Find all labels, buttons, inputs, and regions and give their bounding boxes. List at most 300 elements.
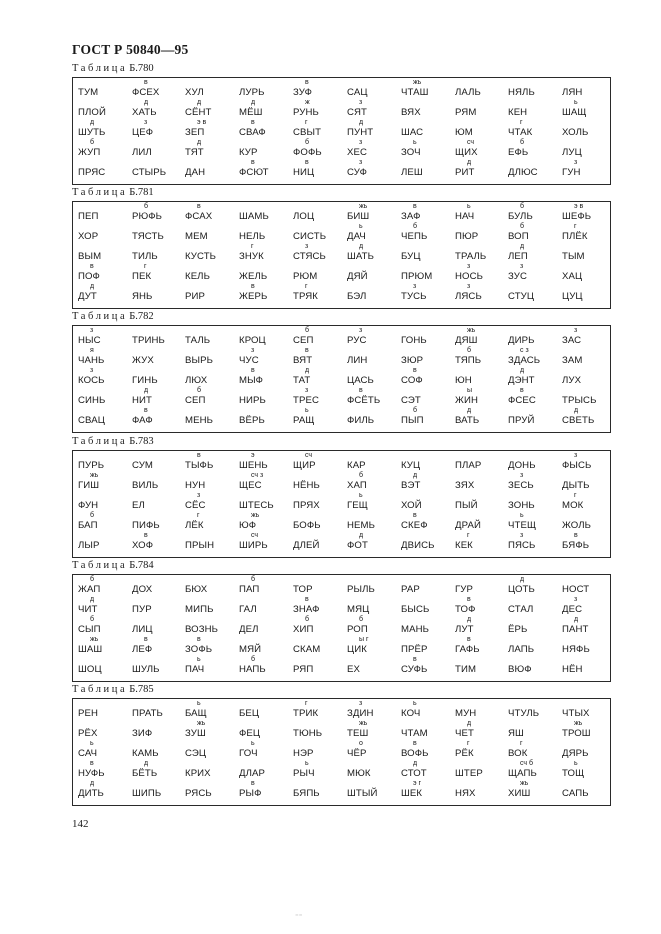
pronunciation-mark: г bbox=[305, 700, 308, 707]
table-cell bbox=[506, 616, 560, 636]
table-caption-word: Таблица bbox=[72, 436, 128, 447]
syllable: ЕЛ bbox=[132, 500, 145, 511]
table-cell bbox=[506, 159, 560, 179]
syllable: ЗИФ bbox=[132, 728, 153, 739]
syllable: ДУТ bbox=[78, 291, 97, 302]
pronunciation-mark: в bbox=[251, 159, 255, 166]
table-cell bbox=[506, 263, 560, 283]
table-cell bbox=[237, 347, 291, 367]
syllable: ШУЛЬ bbox=[132, 664, 160, 675]
table-cell bbox=[399, 656, 453, 676]
table-cell bbox=[560, 263, 614, 283]
syllable: ЖУП bbox=[78, 147, 101, 158]
table-caption-number: Б.782 bbox=[129, 311, 154, 322]
table-cell bbox=[130, 119, 184, 139]
table-cell bbox=[291, 596, 345, 616]
table-cell bbox=[76, 407, 130, 427]
table-cell bbox=[560, 596, 614, 616]
table-cell bbox=[76, 740, 130, 760]
syllable: ПЮР bbox=[455, 231, 479, 242]
table-cell bbox=[183, 79, 237, 99]
pronunciation-mark: д bbox=[251, 99, 256, 106]
table-cell bbox=[399, 740, 453, 760]
table-cell bbox=[291, 636, 345, 656]
syllable: ФСАХ bbox=[185, 211, 213, 222]
pronunciation-mark: з bbox=[144, 119, 148, 126]
syllable: ПАЧ bbox=[185, 664, 205, 675]
syllable: МУН bbox=[455, 708, 477, 719]
syllable: БЯФЬ bbox=[562, 540, 590, 551]
table-cell bbox=[291, 472, 345, 492]
table-cell bbox=[130, 367, 184, 387]
table-cell bbox=[453, 407, 507, 427]
syllable: СТЯСЬ bbox=[293, 251, 326, 262]
table-cell bbox=[76, 347, 130, 367]
syllable: СУМ bbox=[132, 460, 153, 471]
syllable: СЕП bbox=[185, 395, 206, 406]
table-cell bbox=[130, 327, 184, 347]
table-cell bbox=[560, 452, 614, 472]
table-cell bbox=[399, 79, 453, 99]
table-cell bbox=[560, 99, 614, 119]
table-cell bbox=[291, 512, 345, 532]
pronunciation-mark: ь bbox=[90, 740, 94, 747]
syllable: ТАТ bbox=[293, 375, 311, 386]
table-cell bbox=[183, 596, 237, 616]
table-cell bbox=[130, 99, 184, 119]
table-cell bbox=[76, 760, 130, 780]
table-cell bbox=[506, 223, 560, 243]
syllable: ФЕЦ bbox=[239, 728, 261, 739]
syllable: БЭЛ bbox=[347, 291, 367, 302]
syllable: ТЯТ bbox=[185, 147, 204, 158]
table-cell bbox=[237, 576, 291, 596]
table-cell bbox=[560, 283, 614, 303]
table-cell bbox=[130, 452, 184, 472]
table-cell bbox=[291, 139, 345, 159]
pronunciation-mark: жь bbox=[90, 636, 99, 643]
syllable: ТОР bbox=[293, 584, 313, 595]
pronunciation-mark: б bbox=[90, 139, 95, 146]
syllable: ТЯПЬ bbox=[455, 355, 482, 366]
syllable: ЛУРЬ bbox=[239, 87, 265, 98]
table-cell bbox=[399, 452, 453, 472]
table-cell bbox=[130, 387, 184, 407]
syllable: ТЫФЬ bbox=[185, 460, 214, 471]
pronunciation-mark: з bbox=[574, 596, 578, 603]
syllable: РЕН bbox=[78, 708, 99, 719]
syllable: ДЛАР bbox=[239, 768, 265, 779]
table-cell bbox=[76, 387, 130, 407]
syllable: ФСЕС bbox=[508, 395, 536, 406]
syllable: СЫП bbox=[78, 624, 101, 635]
pronunciation-mark: б bbox=[90, 616, 95, 623]
syllable: ТИЛЬ bbox=[132, 251, 158, 262]
pronunciation-mark: д bbox=[144, 760, 149, 767]
pronunciation-mark: жь bbox=[520, 780, 529, 787]
table-cell bbox=[345, 407, 399, 427]
syllable: ДИТЬ bbox=[78, 788, 104, 799]
table-cell bbox=[560, 700, 614, 720]
syllable: НЕЛЬ bbox=[239, 231, 266, 242]
table-cell bbox=[130, 472, 184, 492]
pronunciation-mark: з bbox=[467, 263, 471, 270]
table-caption-word: Таблица bbox=[72, 63, 128, 74]
pronunciation-mark: э bbox=[251, 452, 255, 459]
table-cell bbox=[291, 203, 345, 223]
table-cell bbox=[237, 636, 291, 656]
syllable: ЛИЦ bbox=[132, 624, 153, 635]
pronunciation-mark: ь bbox=[413, 700, 417, 707]
table-cell bbox=[237, 700, 291, 720]
syllable: ДЭНТ bbox=[508, 375, 535, 386]
syllable: ЗУФ bbox=[293, 87, 313, 98]
table-cell bbox=[399, 283, 453, 303]
pronunciation-mark: в bbox=[305, 596, 309, 603]
table-cell bbox=[453, 119, 507, 139]
syllable: КУСТЬ bbox=[185, 251, 217, 262]
table-cell bbox=[130, 616, 184, 636]
table-cell bbox=[506, 532, 560, 552]
table-cell bbox=[345, 139, 399, 159]
pronunciation-mark: в bbox=[251, 367, 255, 374]
table-cell bbox=[76, 119, 130, 139]
pronunciation-mark: жь bbox=[413, 79, 422, 86]
table-cell bbox=[291, 616, 345, 636]
table-caption bbox=[72, 560, 154, 572]
table-cell bbox=[345, 492, 399, 512]
syllable: ВЯХ bbox=[401, 107, 421, 118]
table-cell bbox=[399, 492, 453, 512]
table-cell bbox=[506, 636, 560, 656]
table-cell bbox=[560, 79, 614, 99]
syllable: ПРЯС bbox=[78, 167, 106, 178]
table-cell bbox=[560, 780, 614, 800]
syllable: ДИРЬ bbox=[508, 335, 535, 346]
table-cell bbox=[183, 656, 237, 676]
table-cell bbox=[453, 283, 507, 303]
table-cell bbox=[130, 223, 184, 243]
syllable: ХАЦ bbox=[562, 271, 583, 282]
table-cell bbox=[76, 472, 130, 492]
syllable: ХИП bbox=[293, 624, 314, 635]
table-cell bbox=[76, 452, 130, 472]
syllable: ЮН bbox=[455, 375, 472, 386]
table-cell bbox=[76, 512, 130, 532]
table-cell bbox=[76, 492, 130, 512]
table-cell bbox=[506, 139, 560, 159]
syllable: ФОТ bbox=[347, 540, 368, 551]
syllable: ВЭТ bbox=[401, 480, 421, 491]
table-caption bbox=[72, 187, 154, 199]
syllable: ЧТЕЩ bbox=[508, 520, 537, 531]
table-cell bbox=[345, 79, 399, 99]
syllable: БАЩ bbox=[185, 708, 207, 719]
syllable: ХЕС bbox=[347, 147, 368, 158]
syllable: ПУРЬ bbox=[78, 460, 105, 471]
pronunciation-mark: д bbox=[574, 407, 579, 414]
syllable: НЭР bbox=[293, 748, 314, 759]
table-cell bbox=[560, 532, 614, 552]
table-cell bbox=[560, 327, 614, 347]
syllable: МЁШ bbox=[239, 107, 263, 118]
syllable: ГИНЬ bbox=[132, 375, 158, 386]
table-caption-word: Таблица bbox=[72, 560, 128, 571]
syllable: ЖОЛЬ bbox=[562, 520, 591, 531]
table-cell bbox=[399, 347, 453, 367]
table-cell bbox=[130, 576, 184, 596]
pronunciation-mark: д bbox=[467, 616, 472, 623]
syllable: ТЯСТЬ bbox=[132, 231, 164, 242]
syllable: СУФ bbox=[347, 167, 367, 178]
pronunciation-mark: д bbox=[413, 472, 418, 479]
pronunciation-mark: ь bbox=[251, 740, 255, 747]
table-cell bbox=[453, 139, 507, 159]
table-caption-number: Б.780 bbox=[129, 63, 154, 74]
pronunciation-mark: г bbox=[467, 532, 470, 539]
syllable: ПЕП bbox=[78, 211, 99, 222]
table-cell bbox=[453, 720, 507, 740]
table-cell bbox=[560, 492, 614, 512]
pronunciation-mark: ь bbox=[520, 512, 524, 519]
syllable-table bbox=[72, 77, 611, 185]
pronunciation-mark: з bbox=[574, 159, 578, 166]
syllable: ХОФ bbox=[132, 540, 154, 551]
syllable: СТАЛ bbox=[508, 604, 534, 615]
pronunciation-mark: б bbox=[90, 512, 95, 519]
syllable: ЩИХ bbox=[455, 147, 478, 158]
syllable: ПРЯХ bbox=[293, 500, 320, 511]
table-cell bbox=[506, 407, 560, 427]
table-cell bbox=[399, 139, 453, 159]
syllable: ВОК bbox=[508, 748, 528, 759]
pronunciation-mark: жь bbox=[467, 327, 476, 334]
table-cell bbox=[560, 203, 614, 223]
table-cell bbox=[560, 159, 614, 179]
pronunciation-mark: о bbox=[359, 740, 363, 747]
syllable: ТЫМ bbox=[562, 251, 585, 262]
table-cell bbox=[345, 159, 399, 179]
table-cell bbox=[506, 283, 560, 303]
table-cell bbox=[76, 327, 130, 347]
table-cell bbox=[76, 283, 130, 303]
document-header: ГОСТ Р 50840—95 bbox=[72, 42, 189, 57]
table-cell bbox=[76, 700, 130, 720]
table-cell bbox=[291, 740, 345, 760]
table-cell bbox=[399, 636, 453, 656]
table-cell bbox=[453, 636, 507, 656]
syllable: ХОР bbox=[78, 231, 99, 242]
syllable-table bbox=[72, 450, 611, 558]
table-cell bbox=[291, 656, 345, 676]
pronunciation-mark: я bbox=[90, 347, 94, 354]
table-cell bbox=[183, 407, 237, 427]
syllable: ЛЁК bbox=[185, 520, 204, 531]
syllable: МАНЬ bbox=[401, 624, 430, 635]
table-cell bbox=[399, 159, 453, 179]
table-cell bbox=[183, 387, 237, 407]
table-cell bbox=[453, 263, 507, 283]
table-cell bbox=[130, 159, 184, 179]
table-caption bbox=[72, 436, 154, 448]
syllable: РАЩ bbox=[293, 415, 315, 426]
syllable: СЁНТ bbox=[185, 107, 212, 118]
table-cell bbox=[560, 636, 614, 656]
syllable: ЛЮХ bbox=[185, 375, 208, 386]
syllable: РЯП bbox=[293, 664, 314, 675]
table-caption-number: Б.783 bbox=[129, 436, 154, 447]
table-cell bbox=[453, 347, 507, 367]
syllable: ВЫМ bbox=[78, 251, 102, 262]
table-cell bbox=[183, 576, 237, 596]
pronunciation-mark: в bbox=[251, 283, 255, 290]
syllable: ВОФЬ bbox=[401, 748, 429, 759]
syllable: ВЫРЬ bbox=[185, 355, 213, 366]
syllable: РЁК bbox=[455, 748, 474, 759]
table-cell bbox=[399, 243, 453, 263]
table-cell bbox=[130, 139, 184, 159]
table-cell bbox=[130, 596, 184, 616]
table-cell bbox=[76, 616, 130, 636]
syllable: ЗНАФ bbox=[293, 604, 320, 615]
syllable: ПЛОЙ bbox=[78, 107, 106, 118]
pronunciation-mark: сч bbox=[305, 452, 313, 459]
syllable: ПОФ bbox=[78, 271, 100, 282]
syllable: КОСЬ bbox=[78, 375, 105, 386]
table-cell bbox=[506, 367, 560, 387]
pronunciation-mark: э в bbox=[574, 203, 584, 210]
table-cell bbox=[345, 616, 399, 636]
table-cell bbox=[453, 740, 507, 760]
table-cell bbox=[453, 387, 507, 407]
table-cell bbox=[399, 720, 453, 740]
syllable: МЫФ bbox=[239, 375, 264, 386]
syllable: ШАС bbox=[401, 127, 424, 138]
pronunciation-mark: з bbox=[305, 243, 309, 250]
syllable: ЗАМ bbox=[562, 355, 583, 366]
syllable: ДОНЬ bbox=[508, 460, 536, 471]
pronunciation-mark: в bbox=[144, 532, 148, 539]
table-cell bbox=[237, 79, 291, 99]
syllable: СЭЦ bbox=[185, 748, 207, 759]
syllable: ПРУЙ bbox=[508, 415, 535, 426]
syllable: ТЕШ bbox=[347, 728, 369, 739]
pronunciation-mark: в bbox=[144, 636, 148, 643]
syllable: ФЫСЬ bbox=[562, 460, 592, 471]
table-cell bbox=[345, 576, 399, 596]
table-cell bbox=[291, 99, 345, 119]
pronunciation-mark: с з bbox=[520, 347, 529, 354]
table-cell bbox=[183, 367, 237, 387]
syllable: НЁНЬ bbox=[293, 480, 320, 491]
table-cell bbox=[237, 740, 291, 760]
table-cell bbox=[399, 780, 453, 800]
pronunciation-mark: з bbox=[413, 283, 417, 290]
table-cell bbox=[345, 720, 399, 740]
syllable: БЮХ bbox=[185, 584, 208, 595]
syllable: НАПЬ bbox=[239, 664, 266, 675]
syllable: ШТЕСЬ bbox=[239, 500, 274, 511]
syllable: СЭТ bbox=[401, 395, 421, 406]
table-cell bbox=[506, 99, 560, 119]
pronunciation-mark: д bbox=[90, 283, 95, 290]
table-cell bbox=[345, 760, 399, 780]
pronunciation-mark: з bbox=[520, 263, 524, 270]
syllable: ЛУЦ bbox=[562, 147, 582, 158]
syllable: ВЯТ bbox=[293, 355, 313, 366]
table-cell bbox=[130, 203, 184, 223]
table-cell bbox=[237, 283, 291, 303]
pronunciation-mark: д bbox=[197, 139, 202, 146]
table-cell bbox=[130, 656, 184, 676]
syllable: ДЛЕЙ bbox=[293, 540, 320, 551]
syllable: ШТЫЙ bbox=[347, 788, 378, 799]
syllable: ЗЕСЬ bbox=[508, 480, 534, 491]
pronunciation-mark: б bbox=[359, 616, 364, 623]
syllable: ЗОФЬ bbox=[185, 644, 213, 655]
table-cell bbox=[291, 367, 345, 387]
pronunciation-mark: в bbox=[197, 203, 201, 210]
syllable: ЛЯСЬ bbox=[455, 291, 482, 302]
table-cell bbox=[130, 492, 184, 512]
table-cell bbox=[76, 139, 130, 159]
table-cell bbox=[130, 79, 184, 99]
pronunciation-mark: г bbox=[305, 119, 308, 126]
table-cell bbox=[345, 119, 399, 139]
pronunciation-mark: ь bbox=[574, 99, 578, 106]
pronunciation-mark: в bbox=[305, 159, 309, 166]
table-cell bbox=[345, 327, 399, 347]
table-cell bbox=[237, 472, 291, 492]
syllable: РУС bbox=[347, 335, 367, 346]
table-cell bbox=[130, 532, 184, 552]
pronunciation-mark: в bbox=[413, 512, 417, 519]
table-cell bbox=[506, 203, 560, 223]
syllable: ПЯСЬ bbox=[508, 540, 536, 551]
pronunciation-mark: сч bbox=[251, 532, 259, 539]
pronunciation-mark: д bbox=[144, 387, 149, 394]
syllable: КЕН bbox=[508, 107, 528, 118]
pronunciation-mark: з bbox=[90, 327, 94, 334]
pronunciation-mark: д bbox=[520, 243, 525, 250]
syllable: КЕК bbox=[455, 540, 473, 551]
syllable: СВАЦ bbox=[78, 415, 105, 426]
syllable: КОЧ bbox=[401, 708, 421, 719]
table-cell bbox=[130, 700, 184, 720]
table-cell bbox=[183, 452, 237, 472]
table-cell bbox=[130, 512, 184, 532]
table-cell bbox=[345, 223, 399, 243]
table-cell bbox=[183, 616, 237, 636]
syllable: БИШ bbox=[347, 211, 370, 222]
table-cell bbox=[237, 407, 291, 427]
syllable: ЖЕЛЬ bbox=[239, 271, 268, 282]
table-cell bbox=[506, 512, 560, 532]
syllable: РАР bbox=[401, 584, 420, 595]
table-cell bbox=[345, 452, 399, 472]
syllable: НИРЬ bbox=[239, 395, 266, 406]
syllable: ПЛАР bbox=[455, 460, 482, 471]
syllable: РЯМ bbox=[455, 107, 477, 118]
table-cell bbox=[506, 327, 560, 347]
pronunciation-mark: жь bbox=[359, 720, 368, 727]
table-cell bbox=[183, 243, 237, 263]
table-cell bbox=[237, 387, 291, 407]
table-cell bbox=[76, 203, 130, 223]
syllable: МЮК bbox=[347, 768, 371, 779]
syllable: МЕНЬ bbox=[185, 415, 214, 426]
pronunciation-mark: з bbox=[305, 387, 309, 394]
